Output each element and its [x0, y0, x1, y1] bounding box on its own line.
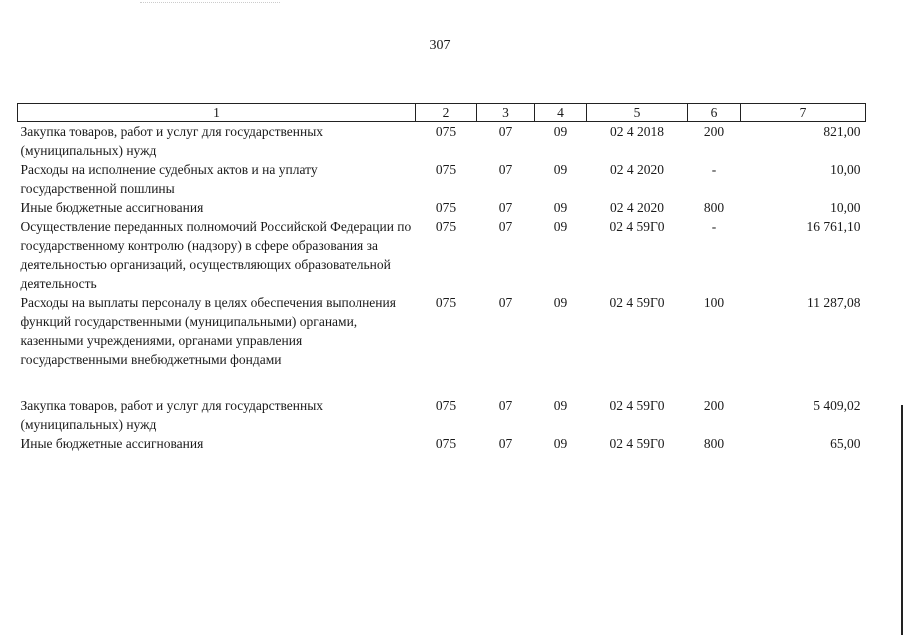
- row-ministry-code: 075: [435, 219, 457, 234]
- row-ministry-code: 075: [435, 162, 457, 177]
- table-row: [18, 122, 866, 161]
- row-ministry-code: 075: [435, 436, 457, 451]
- row-name: Расходы на исполнение судебных актов и на уплату государственной пошлины: [20, 162, 318, 196]
- row-ministry-code: 075: [435, 124, 457, 139]
- row-section: 07: [498, 124, 513, 139]
- row-amount: 10,00: [830, 200, 861, 215]
- header-row: [18, 104, 866, 122]
- row-name: Закупка товаров, работ и услуг для государственных (муниципальных) нужд: [20, 398, 324, 432]
- row-section: 07: [498, 200, 513, 215]
- row-amount: 10,00: [830, 162, 861, 177]
- row-subsection: 09: [553, 436, 568, 451]
- row-amount: 65,00: [830, 436, 861, 451]
- header-col-2: 2: [416, 104, 477, 122]
- page-number: 307: [429, 38, 451, 53]
- row-amount: 5 409,02: [813, 398, 861, 413]
- header-col-1: 1: [18, 104, 416, 122]
- header-col-7: 7: [741, 104, 866, 122]
- scan-margin-line: [901, 405, 903, 635]
- row-subsection: 09: [553, 200, 568, 215]
- row-expense-type: 800: [703, 200, 725, 215]
- row-section: 07: [498, 398, 513, 413]
- row-name: Расходы на выплаты персоналу в целях обеспечения выполнения функций государственными (муниципальными) органами, казенными учреждениями, органами управления государственными внебюджетными фондами: [20, 295, 396, 367]
- table-row: [18, 293, 866, 396]
- header-col-6: 6: [688, 104, 741, 122]
- row-amount: 11 287,08: [807, 295, 861, 310]
- table-row: [18, 217, 866, 293]
- row-name: Закупка товаров, работ и услуг для государственных (муниципальных) нужд: [20, 124, 324, 158]
- row-expense-type: 100: [703, 295, 725, 310]
- scan-artifact: [140, 2, 280, 7]
- row-expense-type: 200: [703, 124, 725, 139]
- row-ministry-code: 075: [435, 200, 457, 215]
- row-expense-type: -: [711, 162, 717, 177]
- row-target-article: 02 4 2018: [610, 124, 664, 139]
- row-name: Иные бюджетные ассигнования: [20, 436, 204, 451]
- table-row: [18, 434, 866, 453]
- row-subsection: 09: [553, 162, 568, 177]
- row-ministry-code: 075: [435, 295, 457, 310]
- row-subsection: 09: [553, 219, 568, 234]
- row-ministry-code: 075: [435, 398, 457, 413]
- row-expense-type: 800: [703, 436, 725, 451]
- row-target-article: 02 4 2020: [610, 162, 664, 177]
- header-col-3: 3: [477, 104, 535, 122]
- row-target-article: 02 4 59Г0: [609, 436, 665, 451]
- row-section: 07: [498, 162, 513, 177]
- table-row: [18, 160, 866, 198]
- row-subsection: 09: [553, 124, 568, 139]
- row-target-article: 02 4 59Г0: [609, 398, 665, 413]
- row-subsection: 09: [553, 398, 568, 413]
- row-amount: 16 761,10: [806, 219, 861, 234]
- table-body: [18, 122, 866, 454]
- header-col-5: 5: [587, 104, 688, 122]
- header-col-4: 4: [535, 104, 587, 122]
- row-target-article: 02 4 59Г0: [609, 219, 665, 234]
- row-target-article: 02 4 2020: [610, 200, 664, 215]
- table-header: [18, 104, 866, 122]
- row-section: 07: [498, 219, 513, 234]
- table-row: [18, 198, 866, 217]
- budget-table: [17, 103, 866, 453]
- row-expense-type: -: [711, 219, 717, 234]
- row-name: Иные бюджетные ассигнования: [20, 200, 204, 215]
- row-name: Осуществление переданных полномочий Российской Федерации по государственному контролю (надзору) в сфере образования за деятельностью организаций, осуществляющих образовательной деятельность: [20, 219, 412, 291]
- row-subsection: 09: [553, 295, 568, 310]
- table-row: [18, 396, 866, 434]
- row-section: 07: [498, 436, 513, 451]
- row-amount: 821,00: [823, 124, 861, 139]
- row-expense-type: 200: [703, 398, 725, 413]
- row-section: 07: [498, 295, 513, 310]
- row-target-article: 02 4 59Г0: [609, 295, 665, 310]
